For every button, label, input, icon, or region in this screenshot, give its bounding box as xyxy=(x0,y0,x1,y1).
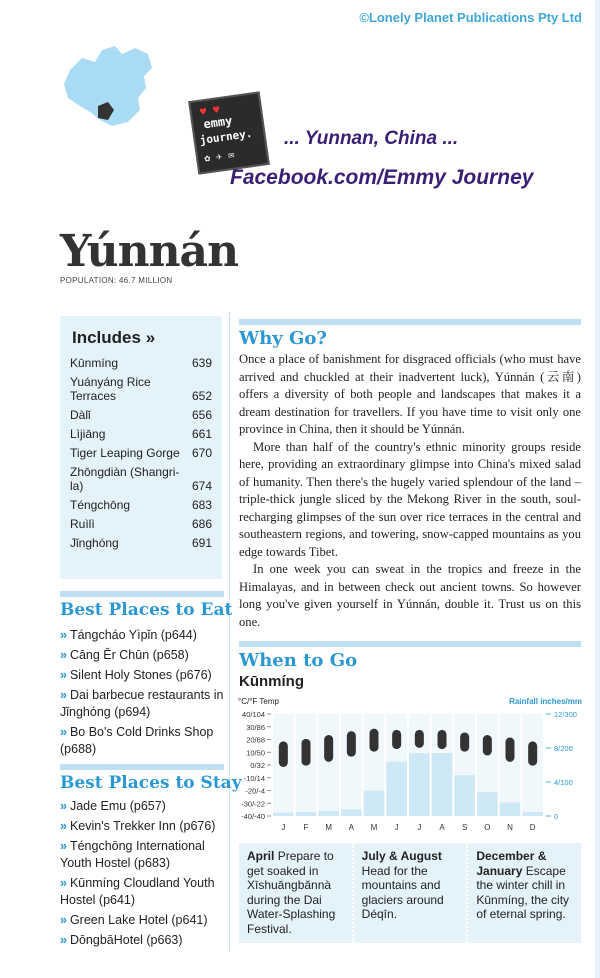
rainfall-bar xyxy=(273,813,294,816)
section-bar xyxy=(60,764,224,770)
best-stay-item[interactable] xyxy=(60,838,228,872)
chevron-right-icon: » xyxy=(60,933,67,947)
temp-tick-label: -20/-4 xyxy=(245,786,265,796)
month-label: M xyxy=(325,823,333,832)
season-april: April Prepare to get soaked in Xīshuāngbǎnnà during the Dai Water-Splashing Festival. xyxy=(239,843,352,943)
includes-item-name: Lìjiāng xyxy=(70,427,106,441)
includes-item-name: Zhōngdiàn (Shangri-la) xyxy=(70,465,180,493)
includes-item[interactable] xyxy=(70,375,212,403)
includes-item[interactable] xyxy=(70,498,212,512)
seasons-row xyxy=(239,843,581,943)
why-go-heading: Why Go? xyxy=(239,328,327,349)
includes-box xyxy=(60,316,222,579)
includes-item-name: Téngchōng xyxy=(70,498,131,512)
rainfall-bar xyxy=(341,809,362,816)
chevron-right-icon: » xyxy=(60,668,67,682)
section-bar xyxy=(239,641,581,647)
best-stay-item-text: Jade Emu (p657) xyxy=(69,799,166,813)
includes-item-page: 661 xyxy=(191,427,212,441)
rainfall-bar xyxy=(500,802,521,816)
rain-tick-label: 0 xyxy=(554,812,559,821)
best-eat-item-text: Cāng Ěr Chūn (p658) xyxy=(69,648,189,662)
best-stay-item-text: Kūnmíng Cloudland Youth Hostel (p641) xyxy=(60,876,215,907)
chevron-right-icon: » xyxy=(60,819,67,833)
best-eat-heading: Best Places to Eat xyxy=(60,600,233,620)
best-eat-list xyxy=(60,627,228,761)
month-label: M xyxy=(370,823,378,832)
page-edge-bar xyxy=(595,0,600,978)
month-column xyxy=(341,714,362,816)
temp-tick-label: 40/104 xyxy=(242,710,265,719)
month-column xyxy=(318,714,339,816)
rain-tick-label: 4/100 xyxy=(554,778,573,787)
includes-item[interactable] xyxy=(70,446,212,460)
month-label: N xyxy=(507,823,513,832)
watermark-facebook: Facebook.com/Emmy Journey xyxy=(230,166,534,189)
temp-tick-label: 20/68 xyxy=(246,735,265,745)
month-label: A xyxy=(439,823,445,832)
temp-tick-label: 0/32 xyxy=(250,761,265,770)
includes-item-page: 686 xyxy=(191,517,212,531)
best-stay-item-text: DōngbāHotel (p663) xyxy=(69,933,183,947)
rainfall-bar xyxy=(364,791,385,817)
rain-tick-label: 12/300 xyxy=(554,710,577,719)
rainfall-bar xyxy=(318,811,339,816)
column-divider xyxy=(229,312,230,952)
includes-item-page: 674 xyxy=(191,479,212,493)
includes-item-name: Kūnmíng xyxy=(70,356,119,370)
season-july-august: July & August Head for the mountains and glaciers around Déqīn. xyxy=(352,843,467,943)
temp-axis-title: °C/°F Temp xyxy=(238,697,279,706)
month-label: J xyxy=(417,823,422,832)
month-label: J xyxy=(281,823,286,832)
best-eat-item[interactable] xyxy=(60,647,228,664)
section-bar xyxy=(60,591,224,597)
best-eat-item-text: Dai barbecue restaurants in Jǐnghóng (p694) xyxy=(60,688,224,719)
chevron-right-icon: » xyxy=(60,799,67,813)
chevron-right-icon: » xyxy=(60,725,67,739)
why-go-paragraph: In one week you can sweat in the tropics and freeze in the Himalayas, and in between check out ancient towns. So however long you've given yourself in Yúnnán, double it. Trust us on this one. xyxy=(239,562,581,629)
month-column xyxy=(500,714,521,816)
when-to-go-heading: When to Go xyxy=(239,650,358,671)
why-go-paragraph: More than half of the country's ethnic minority groups reside here, providing an extraordinary glimpse into China's mixed salad of humanity. Then there's the hugely varied splendour of the land – triple-thick jungle sliced by the Mekong River in the south, soul-recharging glimpses of the sun over rice terraces in the central and southeastern regions, and towering, snow-capped mountains as you edge towards Tibet. xyxy=(239,439,581,559)
includes-item-name: Ruìlì xyxy=(70,517,95,531)
best-stay-item-text: Kevin's Trekker Inn (p676) xyxy=(69,819,216,833)
best-stay-item[interactable] xyxy=(60,818,228,835)
why-go-text xyxy=(239,351,581,631)
copyright: ©Lonely Planet Publications Pty Ltd xyxy=(359,10,582,25)
chevron-right-icon: » xyxy=(60,913,67,927)
chevron-right-icon: » xyxy=(60,648,67,662)
includes-item-page: 639 xyxy=(191,356,212,370)
includes-item[interactable] xyxy=(70,427,212,441)
best-stay-item[interactable] xyxy=(60,932,228,949)
includes-item-page: 670 xyxy=(191,446,212,460)
includes-item[interactable] xyxy=(70,465,212,493)
season-dec-jan: December & January Escape the winter chill in Kūnmíng, the city of eternal spring. xyxy=(466,843,581,943)
why-go-paragraph: Once a place of banishment for disgraced officials (who must have arrived and chuckled at their inadvertent luck), Yúnnán (云南) offers a diversity of both people and landscapes that makes it a dream destination for travellers. If you have time to visit only one province in China, then it should be Yúnnán. xyxy=(239,352,581,436)
month-label: F xyxy=(303,823,309,832)
includes-item[interactable] xyxy=(70,536,212,550)
temp-tick-label: -30/-22 xyxy=(241,799,265,809)
best-eat-item[interactable] xyxy=(60,627,228,644)
includes-item-page: 656 xyxy=(191,408,212,422)
temp-tick-label: -10/14 xyxy=(243,773,265,783)
climate-chart xyxy=(236,694,584,834)
best-stay-item[interactable] xyxy=(60,912,228,929)
best-stay-item[interactable] xyxy=(60,798,228,815)
includes-item-name: Dàlǐ xyxy=(70,408,91,422)
section-bar xyxy=(239,319,581,325)
month-label: D xyxy=(529,823,536,832)
temp-tick-label: -40/-40 xyxy=(241,812,265,821)
rainfall-bar xyxy=(477,792,498,816)
month-label: J xyxy=(394,823,399,832)
includes-heading: Includes » xyxy=(72,328,156,347)
includes-item-name: Yuányáng Rice Terraces xyxy=(70,375,151,403)
chevron-right-icon: » xyxy=(60,628,67,642)
best-eat-item-text: Silent Holy Stones (p676) xyxy=(69,668,212,682)
rain-axis-title: Rainfall inches/mm xyxy=(509,697,582,706)
includes-item[interactable] xyxy=(70,517,212,531)
rainfall-bar xyxy=(432,753,453,816)
page-title: Yúnnán xyxy=(60,226,239,277)
includes-item-name: Tiger Leaping Gorge xyxy=(70,446,180,460)
best-eat-item-text: Tángcháo Yìpǐn (p644) xyxy=(69,628,197,642)
best-eat-item-text: Bo Bo's Cold Drinks Shop (p688) xyxy=(60,725,214,756)
best-stay-item-text: Green Lake Hotel (p641) xyxy=(69,913,208,927)
chevron-right-icon: » xyxy=(60,876,67,890)
month-label: O xyxy=(484,823,491,832)
month-label: S xyxy=(461,823,468,832)
chevron-right-icon: » xyxy=(60,839,67,853)
best-eat-item[interactable] xyxy=(60,687,228,721)
emmy-journey-logo: emmy journey. ♥ ♥ ✿ ✈ ✉ xyxy=(188,91,270,174)
chevron-right-icon: » xyxy=(60,688,67,702)
includes-item-page: 652 xyxy=(191,389,212,403)
best-stay-item[interactable] xyxy=(60,875,228,909)
rainfall-bar xyxy=(409,753,430,816)
temp-tick-label: 30/86 xyxy=(246,722,265,732)
best-eat-item[interactable] xyxy=(60,724,228,758)
city-name: Kūnmíng xyxy=(239,673,304,690)
best-stay-item-text: Téngchōng International Youth Hostel (p683) xyxy=(60,839,205,870)
rainfall-bar xyxy=(386,762,407,816)
includes-item-page: 683 xyxy=(191,498,212,512)
best-stay-heading: Best Places to Stay xyxy=(60,773,242,793)
rain-tick-label: 8/200 xyxy=(554,744,573,753)
temp-tick-label: 10/50 xyxy=(246,748,265,758)
rainfall-bar xyxy=(296,812,317,816)
best-eat-item[interactable] xyxy=(60,667,228,684)
watermark-tagline: ... Yunnan, China ... xyxy=(284,128,459,149)
rainfall-bar xyxy=(522,812,543,816)
includes-item-name: Jǐnghóng xyxy=(70,536,119,550)
rainfall-bar xyxy=(454,775,475,816)
month-label: A xyxy=(348,823,355,832)
includes-item[interactable] xyxy=(70,356,212,370)
china-map-icon xyxy=(60,40,160,130)
best-stay-list xyxy=(60,798,228,952)
population: POPULATION: 46.7 MILLION xyxy=(60,276,173,285)
includes-item[interactable] xyxy=(70,408,212,422)
includes-item-page: 691 xyxy=(191,536,212,550)
